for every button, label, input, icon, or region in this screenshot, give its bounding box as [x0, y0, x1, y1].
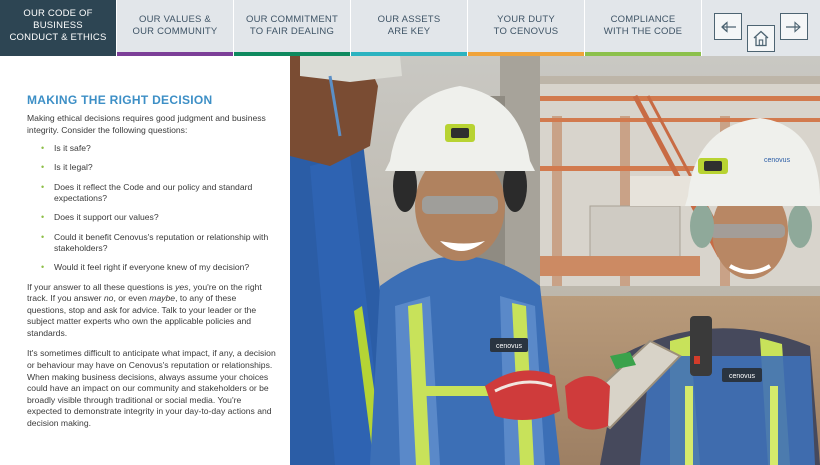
bullet-icon: • — [41, 162, 45, 173]
vest-logo-text: cenovus — [728, 373, 756, 380]
intro-paragraph: Making ethical decisions requires good judgment and business integrity. Consider the following questions: — [27, 113, 266, 135]
list-item — [27, 232, 277, 255]
helmet-logo-text: cenovus — [764, 157, 791, 164]
question-text: Could it benefit Cenovus's reputation or relationship with stakeholders? — [54, 231, 269, 254]
home-icon — [752, 30, 770, 47]
emphasis-yes: yes — [175, 281, 189, 292]
tab-values-community[interactable] — [117, 0, 234, 56]
top-navigation — [0, 0, 820, 56]
question-list — [27, 143, 277, 274]
question-text: Does it support our values? — [54, 212, 159, 223]
bullet-icon: • — [41, 181, 45, 192]
tab-compliance[interactable] — [585, 0, 702, 56]
list-item — [27, 182, 277, 205]
question-text: Would it feel right if everyone knew of my decision? — [54, 262, 250, 273]
next-page-button[interactable] — [780, 13, 808, 40]
tab-code-of-conduct[interactable] — [0, 0, 117, 56]
tab-fair-dealing[interactable] — [234, 0, 351, 56]
main-content — [27, 93, 277, 430]
tab-label: YOUR DUTY TO CENOVUS — [493, 14, 559, 37]
section-title: MAKING THE RIGHT DECISION — [27, 93, 213, 107]
emphasis-no: no — [103, 293, 114, 304]
bullet-icon: • — [41, 231, 45, 242]
emphasis-maybe: maybe — [149, 293, 176, 304]
vest-logo-text: cenovus — [495, 343, 523, 350]
tab-label: OUR VALUES & OUR COMMUNITY — [132, 14, 218, 37]
tab-label: OUR CODE OF BUSINESS CONDUCT & ETHICS — [9, 8, 107, 43]
workers-photo-illustration — [290, 56, 820, 465]
question-text: Does it reflect the Code and our policy and standard expectations? — [54, 181, 253, 204]
impact-paragraph: It's sometimes difficult to anticipate what impact, if any, a decision or behaviour may have on Cenovus's reputation or relationships. When making business decisions, always assume your choices could have an impact on our community and stakeholders or be broadly visible through traditional or social media. You're expected to demonstrate integrity in your day-to-day actions and decision making. — [27, 348, 276, 429]
bullet-icon: • — [41, 143, 45, 154]
bullet-icon: • — [41, 262, 45, 273]
arrow-right-icon — [785, 21, 803, 33]
previous-page-button[interactable] — [714, 13, 742, 40]
list-item — [27, 212, 277, 224]
workers-photo — [290, 56, 820, 465]
list-item — [27, 143, 277, 155]
arrow-left-icon — [719, 21, 737, 33]
tab-label: COMPLIANCE WITH THE CODE — [603, 14, 683, 37]
tab-label: OUR ASSETS ARE KEY — [377, 14, 441, 37]
page-controls — [702, 0, 820, 56]
question-text: Is it safe? — [54, 143, 91, 154]
question-text: Is it legal? — [54, 162, 93, 173]
tab-label: OUR COMMITMENT TO FAIR DEALING — [246, 14, 338, 37]
tab-assets[interactable] — [351, 0, 468, 56]
list-item — [27, 162, 277, 174]
list-item — [27, 262, 277, 274]
tab-duty[interactable] — [468, 0, 585, 56]
bullet-icon: • — [41, 212, 45, 223]
guidance-paragraph: If your answer to all these questions is yes, you're on the right track. If you answer no, or even maybe, to any of these questions, stop and ask for advice. Talk to your leader or the subject matter experts who own the applicable policies and standards. — [27, 281, 262, 338]
tab-accent-bar — [117, 52, 233, 56]
home-button[interactable] — [747, 25, 775, 52]
